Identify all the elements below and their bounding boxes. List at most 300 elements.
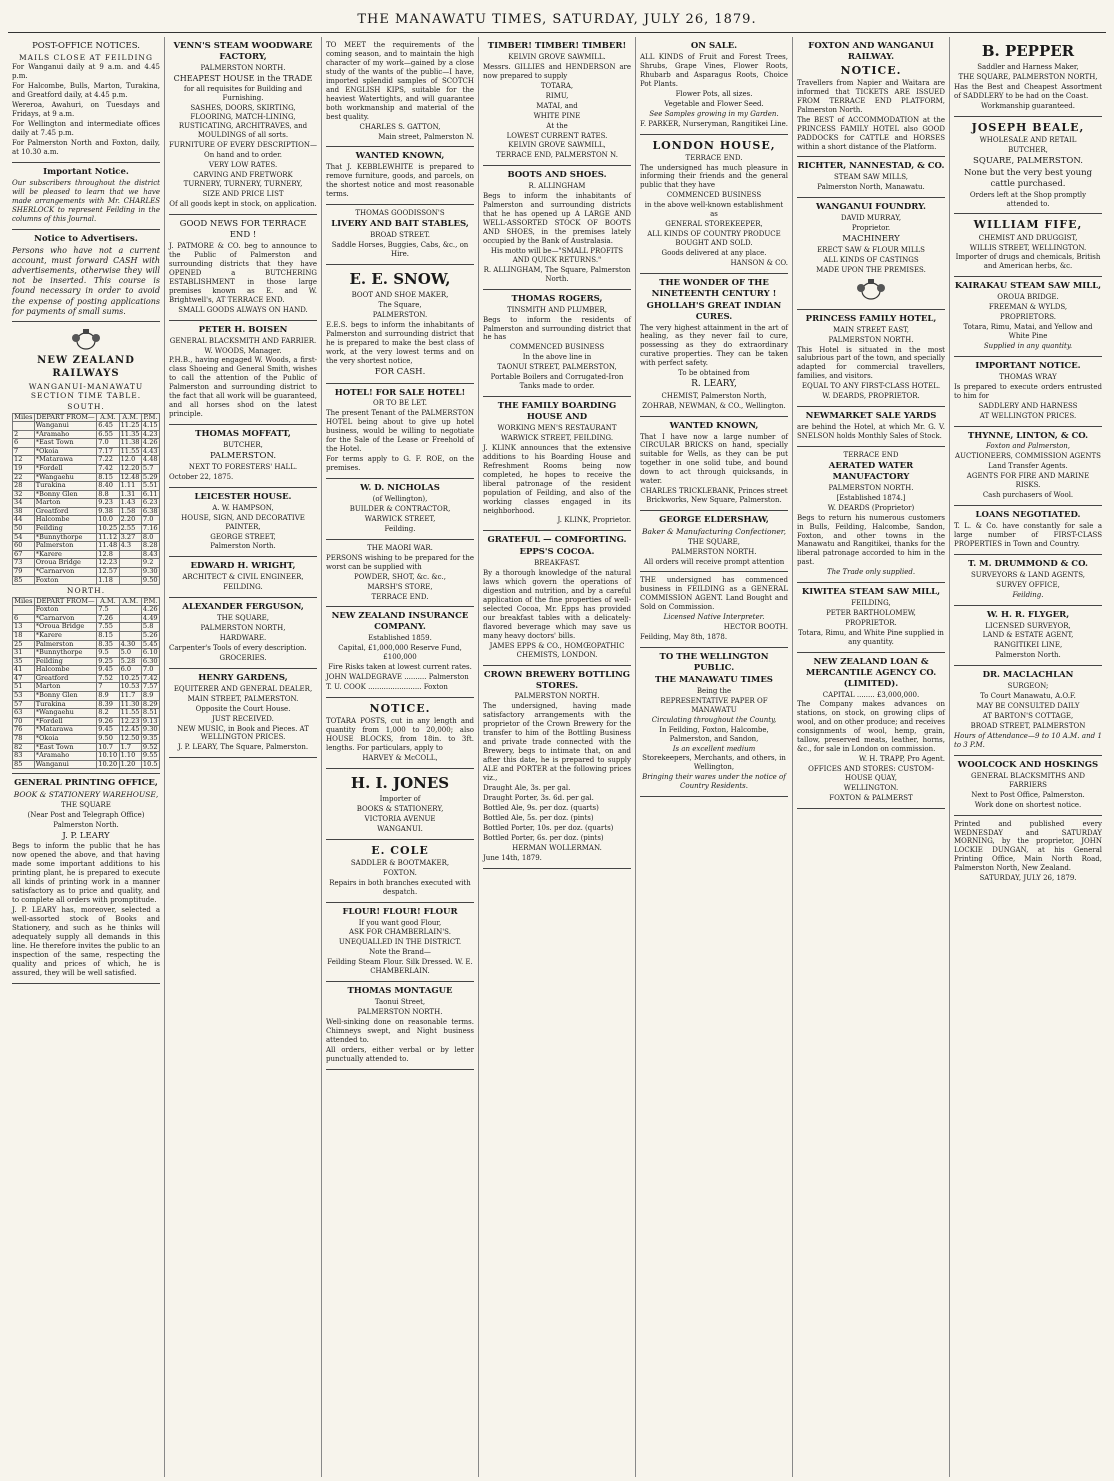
foundry-line: ALL KINDS OF CASTINGS (823, 255, 919, 264)
table-cell: 6.38 (142, 506, 158, 515)
rogers-sub: TINSMITH AND PLUMBER, (506, 305, 608, 314)
th-am2: A.M. (119, 597, 141, 606)
table-cell: 9.2 (141, 559, 159, 568)
table-cell: 8.15 (97, 632, 119, 641)
flour-title: FLOUR! FLOUR! FLOUR (342, 906, 458, 917)
fife-title: WILLIAM FIFE, (973, 218, 1083, 232)
table-row (13, 490, 160, 499)
wray-title: IMPORTANT NOTICE. (975, 360, 1081, 371)
railway-timetable (12, 322, 160, 774)
table-cell: *Karere (34, 632, 97, 641)
wonder-line: CHEMIST, Palmerston North, (661, 391, 767, 400)
boarding-house-ad (483, 397, 631, 531)
table-cell: *East Town (34, 439, 97, 448)
nicholas-line: Feilding. (384, 524, 416, 533)
foxton-body: Travellers from Napier and Waitara are informed that TICKETS ARE ISSUED FROM TERRACE END PLATFORM, Palmerston North. (797, 78, 945, 114)
london-line: Goods delivered at any place. (661, 249, 767, 258)
table-row (13, 743, 160, 752)
table-cell (119, 606, 141, 615)
table-cell: Feilding (34, 657, 97, 666)
jones-ad (326, 769, 474, 840)
table-cell: 8.8 (97, 490, 119, 499)
livery-loc: BROAD STREET. (370, 231, 430, 239)
post-line: Wereroa, Awahuri, on Tuesdays and Fridays, at 9 a.m. (12, 101, 160, 119)
table-cell: 9.25 (97, 657, 119, 666)
venn-line: On hand and to order. (204, 150, 282, 159)
table-cell: 11.25 (120, 421, 140, 430)
imprint-date: SATURDAY, JULY 26, 1879. (979, 874, 1077, 883)
table-cell: 67 (13, 550, 35, 559)
kairakau-ad (954, 277, 1102, 357)
maori-body: PERSONS wishing to be prepared for the worst can be supplied with (326, 553, 474, 571)
maori-title: THE MAORI WAR. (367, 543, 433, 552)
table-cell: 13 (13, 623, 35, 632)
table-cell: *Matarawa (34, 456, 97, 465)
princess-body: This Hotel is situated in the most salubrious part of the town, and specially adapted for commercial travellers, families, and visitors. (797, 345, 945, 381)
booth-body: THE undersigned has commenced business in FEILDING as a GENERAL COMMISSION AGENT. Land Bought and Sold on Commission. (640, 576, 788, 612)
loan-title: NEW ZEALAND LOAN & MERCANTILE AGENCY CO. (LIMITED). (805, 656, 937, 689)
london-loc: TERRACE END. (685, 153, 743, 162)
table-cell: *Okoia (34, 734, 97, 743)
news-title: GOOD NEWS FOR TERRACE END ! (179, 219, 307, 241)
woolcock-ad (954, 756, 1102, 816)
loans-ad (954, 506, 1102, 555)
table-cell (119, 559, 141, 568)
table-row (13, 447, 160, 456)
drummond-line: SURVEY OFFICE, (996, 580, 1060, 589)
wray-name: THOMAS WRAY (999, 372, 1057, 381)
table-cell: *Wangaehu (34, 709, 97, 718)
th-pm: P.M. (141, 597, 159, 606)
thynne-line: AUCTIONEERS, COMMISSION AGENTS (955, 452, 1101, 461)
meet-body: TO MEET the requirements of the coming season, and to maintain the high character of my work—gained by a close study of the wants of the public—I have, imported splendid samples of SCOTCH and ENGLISH KIPS, suitable for the heaviest Watertights, and will guarantee both workmanship and material of the best quality. (326, 41, 474, 121)
crown-body: The undersigned, having made satisfactory arrangements with the proprietor of the Crown Brewery for the transfer to him of the Bottling Business and private trade connected with the Brewery, begs to intimate that, on and after this date, he is prepared to supply ALE and PORTER at the following prices viz., (483, 702, 631, 782)
table-cell: 8.15 (97, 473, 119, 482)
mac-line: MAY BE CONSULTED DAILY (976, 702, 1080, 711)
public-title: TO THE WELLINGTON PUBLIC. (659, 652, 769, 674)
ees-cash: FOR CASH. (374, 366, 426, 377)
table-cell (119, 576, 141, 585)
wanted2-title: WANTED KNOWN, (669, 420, 759, 431)
ferguson-line: GROCERIES. (219, 653, 267, 662)
boisen-mgr: W. WOODS, Manager. (204, 346, 282, 355)
table-cell: *Fordell (34, 465, 97, 474)
mac-line: SURGEON; (1007, 682, 1049, 691)
kairakau-line: Totara, Rimu, Matai, and Yellow and White Pine (963, 323, 1093, 341)
post-line: For Wellington and intermediate offices daily at 7.45 p.m. (12, 120, 160, 138)
beale-line: None but the very best young cattle purchased. (963, 167, 1093, 189)
beale-ad (954, 117, 1102, 215)
table-cell: 1.43 (119, 499, 141, 508)
maori-war-ad (326, 540, 474, 608)
table-cell: Halcombe (34, 516, 97, 525)
table-cell: 8.35 (97, 640, 119, 649)
crown-price: Bottled Porter, 6s. per doz. (pints) (483, 833, 604, 842)
princess-line: W. DEARDS, PROPRIETOR. (822, 392, 920, 401)
imprint-body: Printed and published every WEDNESDAY and SATURDAY MORNING, by the proprietor, JOHN LOCKIE DUNGAN, at his General Printing Office, Main North Road, Palmerston North, New Zealand. (954, 819, 1102, 873)
advertisers-notice (12, 230, 160, 323)
table-cell: 10.7 (97, 743, 119, 752)
leary-body: Begs to inform the public that he has now opened the above, and that having made some important additions to his printing plant, he is prepared to execute all kinds of printing work in a manner satisfactory as to price and quality, and to complete all orders with promptitude. (12, 842, 160, 905)
pepper-line: Workmanship guaranteed. (981, 102, 1075, 110)
pepper-body: Has the Best and Cheapest Assortment of SADDLERY to be had on the Coast. (954, 83, 1102, 101)
sale-title: ON SALE. (690, 41, 738, 51)
table-cell: 79 (13, 567, 35, 576)
table-cell: 9.23 (97, 499, 119, 508)
notice-title: NOTICE. (369, 701, 431, 715)
table-cell: 82 (13, 743, 35, 752)
richter-line: STEAM SAW MILLS, (833, 173, 908, 182)
north-table (12, 597, 160, 770)
south-heading: SOUTH. (67, 401, 105, 411)
sale-line: See Samples growing in my Garden. (649, 109, 779, 118)
railway-title: NEW ZEALAND RAILWAYS (37, 355, 135, 379)
moffatt-line: NEXT TO FORESTERS' HALL. (188, 462, 298, 471)
notice-name: HARVEY & McCOLL, (362, 753, 438, 762)
table-cell: 5.0 (119, 649, 141, 658)
table-cell: 5.26 (142, 631, 158, 639)
woolcock-title: WOOLCOCK AND HOSKINGS (957, 759, 1099, 770)
hotel-body: The present Tenant of the PALMERSTON HOTEL being about to give up hotel business, would be willing to negotiate for the Sale of the Lease or Freehold of the Hotel. (326, 409, 474, 454)
booth-line: Licensed Native Interpreter. (663, 613, 765, 622)
goodisson: THOMAS GOODISSON'S (355, 209, 445, 218)
crown-price: Bottled Porter, 10s. per doz. (quarts) (483, 823, 614, 832)
table-cell: 32 (13, 490, 35, 499)
foxton-title: FOXTON AND WANGANUI RAILWAY. (808, 41, 934, 62)
table-row (13, 507, 160, 516)
gardens-line: JUST RECEIVED. (212, 714, 274, 723)
timber-line: TERRACE END, PALMERSTON N. (496, 151, 618, 160)
family-title: THE FAMILY BOARDING HOUSE AND (497, 401, 617, 423)
wanted-title: WANTED KNOWN, (355, 151, 445, 162)
table-cell: 6.55 (97, 430, 119, 439)
snow-ad (326, 265, 474, 384)
meet-loc: Main street, Palmerston N. (378, 132, 474, 141)
table-cell: 7.57 (142, 682, 158, 691)
rogers-title: THOMAS ROGERS, (511, 293, 603, 304)
table-cell: *Fordell (34, 717, 97, 726)
kairakau-line: Supplied in any quantity. (983, 342, 1073, 350)
hotel-terms: For terms apply to G. F. ROE, on the premises. (326, 455, 474, 473)
flyger-line: RANGITIKEI LINE, (993, 641, 1063, 650)
table-cell: *Wangaehu (34, 473, 97, 482)
table-row (13, 606, 160, 615)
th-am2: A.M. (119, 413, 141, 422)
column-4 (479, 37, 636, 1477)
table-cell (119, 550, 141, 559)
table-cell: 22 (13, 473, 35, 482)
table-cell: 8.51 (142, 708, 158, 717)
ferguson-ad (169, 598, 317, 669)
drummond-ad (954, 555, 1102, 606)
london-line: COMMENCED BUSINESS (666, 191, 762, 200)
kairakau-title: KAIRAKAU STEAM SAW MILL, (954, 281, 1102, 292)
gardens-line: MAIN STREET, PALMERSTON. (187, 694, 299, 703)
foundry-line: MADE UPON THE PREMISES. (816, 265, 926, 274)
rogers-line: TAONUI STREET, PALMERSTON, (497, 363, 617, 372)
aerated-body: Begs to return his numerous customers in Bulls, Feilding, Halcombe, Sandon, Foxton, and other towns in the Manawatu and Rangitikei, thanks for the liberal patronage accorded to him in the past. (797, 513, 945, 567)
table-row (13, 542, 160, 551)
family-body: J. KLINK announces that the extensive additions to his Boarding House and Refreshment Rooms being now completed, he hopes to receive the liberal patronage of the resident population of Feilding, and also of the working classes engaged in its neighborhood. (483, 443, 631, 515)
advertisers-title: Notice to Advertisers. (34, 233, 138, 244)
livery-body: Saddle Horses, Buggies, Cabs, &c., on Hire. (331, 240, 469, 258)
kiwitea-line: FEILDING, (851, 599, 891, 608)
wanted-body: That J. KEBBLEWHITE is prepared to remove furniture, goods, and parcels, on the shortest notice and most reasonable terms. (326, 163, 474, 199)
boots-title: BOOTS AND SHOES. (507, 170, 607, 181)
table-cell: 31 (13, 649, 35, 658)
column-7 (950, 37, 1106, 1477)
table-cell: 4.26 (142, 605, 158, 614)
kairakau-line: PROPRIETORS. (999, 313, 1057, 322)
column-6 (793, 37, 950, 1477)
thynne-line: Land Transfer Agents. (988, 462, 1068, 471)
foxton-railway-ad (797, 37, 945, 157)
montague-ad (326, 982, 474, 1070)
north-heading: NORTH. (66, 586, 106, 596)
table-cell: 7.42 (97, 465, 119, 474)
beale-sub: WHOLESALE AND RETAIL (979, 136, 1077, 145)
table-cell: 8.39 (97, 700, 119, 709)
table-cell: 7 (13, 447, 35, 456)
th-miles: Miles (14, 412, 33, 421)
indian-cures-ad (640, 274, 788, 417)
cole-title: E. COLE (371, 843, 429, 857)
table-cell: Wanganui (34, 422, 97, 431)
table-cell: 25 (13, 640, 35, 649)
cole-line: FOXTON. (383, 868, 417, 877)
drummond-line: Feilding. (1012, 590, 1044, 599)
epps-title: GRATEFUL — COMFORTING. (487, 535, 627, 546)
loan-line: WELLINGTON. (843, 784, 899, 793)
crest-icon (12, 327, 160, 353)
table-cell: 85 (13, 760, 35, 769)
crown-price: Bottled Ale, 5s. per doz. (pints) (483, 813, 594, 822)
boots-motto: His motto will be—"SMALL PROFITS AND QUICK RETURNS." (490, 246, 624, 264)
kelvin-grove-ad (483, 37, 631, 166)
column-1 (8, 37, 165, 1477)
column-2 (165, 37, 322, 1477)
ferguson-title: ALEXANDER FERGUSON, (182, 602, 304, 613)
mac-line: AT BARTON'S COTTAGE, (982, 712, 1074, 721)
table-row (13, 614, 160, 623)
table-row (13, 683, 160, 692)
timber-type: TOTARA, (540, 81, 574, 90)
nicholas-sub: (of Wellington), (372, 494, 428, 503)
wray-line: SADDLERY AND HARNESS (978, 401, 1078, 410)
princess-line: MAIN STREET EAST, (832, 325, 909, 334)
post-line: For Halcombe, Bulls, Marton, Turakina, and Greatford daily, at 4.45 p.m. (12, 82, 160, 100)
table-cell: 9.30 (142, 566, 158, 575)
table-cell: 9.52 (142, 742, 158, 751)
wright-loc: FEILDING. (223, 583, 263, 592)
rogers-ad (483, 290, 631, 397)
table-cell: 6.10 (142, 648, 158, 657)
advertisers-body: Persons who have not a current account, must forward CASH with advertisements, otherwise they will not be inserted. This course is found necessary in order to avoid the expense of posting applications for payments of small sums. (12, 245, 160, 316)
loan-line: FOXTON & PALMERST (829, 794, 913, 803)
gpo-title: GENERAL PRINTING OFFICE, (14, 778, 158, 789)
sale-body: ALL KINDS of Fruit and Forest Trees, Shrubs, Grape Vines, Flower Roots, Rhubarb and Asparagus Roots, Choice Pot Plants. (640, 52, 788, 88)
table-cell: Wanganui (34, 760, 97, 769)
montague-line: Well-sinking done on reasonable terms. Chimneys swept, and Night business attended to. (326, 1018, 474, 1044)
south-rows (13, 422, 160, 585)
timber-type: RIMU, (545, 91, 569, 100)
cole-line: SADDLER & BOOTMAKER, (350, 858, 450, 867)
maori-line: POWDER, SHOT, &c. &c., (353, 572, 447, 581)
wonder-sub: GHOLLAH'S GREAT INDIAN CURES. (646, 300, 782, 322)
fife-line: Importer of drugs and chemicals, British and American herbs, &c. (955, 253, 1101, 271)
ferguson-line: PALMERSTON NORTH, (200, 624, 286, 633)
table-cell: 1.11 (119, 482, 141, 491)
post-line: For Wanganui daily at 9 a.m. and 4.45 p.m. (12, 63, 160, 81)
flour-line: ASK FOR CHAMBERLAIN'S. (349, 928, 451, 937)
public-line: In Feilding, Foxton, Halcombe, Palmerston, and Sandon, (659, 725, 769, 743)
table-row (13, 649, 160, 658)
montague-line: Taonui Street, (374, 998, 426, 1007)
post-line: For Palmerston North and Foxton, daily, at 10.30 a.m. (12, 139, 160, 157)
public-line: Being the (696, 686, 732, 695)
columns (8, 37, 1106, 1477)
wright-sub: ARCHITECT & CIVIL ENGINEER, (182, 573, 304, 582)
table-cell: 85 (13, 576, 35, 585)
leicester-line: HOUSE, SIGN, AND DECORATIVE PAINTER, (181, 513, 305, 531)
table-cell: *Karere (34, 550, 97, 559)
kairakau-line: FREEMAN & WYLDS, (988, 303, 1068, 312)
table-row (13, 692, 160, 701)
booth-sign: HECTOR BOOTH. (723, 623, 788, 632)
table-cell: 4.30 (119, 640, 141, 649)
gatton-ad (326, 37, 474, 147)
gardens-sub: EQUITERER AND GENERAL DEALER, (173, 684, 313, 693)
richter-title: RICHTER, NANNESTAD, & CO. (797, 161, 945, 172)
maclachlan-ad (954, 666, 1102, 756)
table-cell: 11.48 (98, 541, 118, 550)
tricklebank-ad (640, 417, 788, 512)
public-line: THE MANAWATU TIMES (655, 674, 773, 685)
table-cell: 1.7 (119, 743, 141, 752)
ees-title: E. E. SNOW, (349, 269, 451, 288)
table-cell: 12.23 (98, 558, 118, 567)
crown-date: June 14th, 1879. (483, 853, 542, 862)
table-cell: 10.10 (98, 751, 118, 760)
nicholas-title: W. D. NICHOLAS (360, 483, 440, 494)
aerated-line: [Established 1874.] (836, 493, 906, 502)
livery-title: LIVERY AND BAIT STABLES, (331, 219, 469, 230)
richter-ad (797, 157, 945, 198)
epps-cocoa-ad (483, 531, 631, 665)
table-cell: 11.55 (120, 446, 140, 455)
flour-line: Feilding Steam Flour. Silk Dressed. W. E. CHAMBERLAIN. (327, 958, 473, 976)
terrace-end-news (169, 215, 317, 320)
table-row (13, 567, 160, 576)
meet-name: CHARLES S. GATTON, (359, 122, 441, 131)
table-cell: 9.35 (142, 733, 158, 742)
table-cell: 4.3 (119, 542, 141, 551)
public-line: Is an excellent medium (672, 744, 756, 753)
table-cell: 3.27 (119, 533, 141, 542)
loan-agency-ad (797, 653, 945, 809)
timber-line: KELVIN GROVE SAWMILL, (508, 141, 606, 150)
foundry-name: DAVID MURRAY, (840, 214, 902, 223)
gardens-title: HENRY GARDENS, (198, 672, 288, 683)
table-cell: 4.49 (142, 613, 158, 622)
table-row (13, 465, 160, 474)
table-cell: 2.20 (119, 516, 141, 525)
foundry-ad (797, 198, 945, 310)
beale-title: JOSEPH BEALE, (971, 120, 1085, 134)
pepper-sub: Saddler and Harness Maker, (977, 63, 1079, 72)
table-cell: 11.55 (120, 708, 140, 717)
table-cell (119, 614, 141, 623)
table-row (13, 576, 160, 585)
table-cell: 4.43 (142, 446, 158, 455)
table-cell: 5.45 (142, 639, 158, 648)
table-cell: 35 (13, 657, 35, 666)
wonder-line: R. LEARY, (691, 379, 737, 390)
table-cell: 8.28 (142, 541, 158, 550)
pepper-ad (954, 37, 1102, 117)
table-cell: 4.23 (142, 429, 158, 438)
pepper-line: THE SQUARE, PALMERSTON NORTH, (958, 73, 1098, 82)
gpo-line: (Near Post and Telegraph Office) (27, 810, 145, 819)
loan-sign: W. H. TRAPP, Pro Agent. (858, 755, 945, 764)
princess-line: EQUAL TO ANY FIRST-CLASS HOTEL. (801, 382, 941, 391)
rogers-line: Portable Boilers and Corrugated-Iron Tanks made to order. (490, 373, 624, 391)
table-cell: 4.48 (142, 455, 158, 464)
wray-ad (954, 357, 1102, 427)
table-cell: Turakina (34, 482, 97, 491)
table-cell: 83 (13, 752, 35, 761)
mac-line: BROAD STREET, PALMERSTON (970, 722, 1086, 731)
flour-line: UNEQUALLED IN THE DISTRICT. (338, 938, 462, 947)
railway-sub: WANGANUI-MANAWATU SECTION TIME TABLE. (28, 381, 144, 401)
moffatt-sub: BUTCHER, (223, 441, 263, 450)
post-title: POST-OFFICE NOTICES. (32, 41, 140, 51)
sale-line: Vegetable and Flower Seed. (664, 99, 764, 108)
imprint (954, 816, 1102, 889)
table-cell: 7.5 (97, 606, 119, 615)
table-cell: *Matarawa (34, 726, 97, 735)
crown-price: Bottled Ale, 9s. per doz. (quarts) (483, 803, 599, 812)
foundry-line: MACHINERY (842, 234, 900, 245)
table-cell: Palmerston (34, 640, 97, 649)
cole-line: Repairs in both branches executed with despatch. (329, 878, 471, 896)
table-cell: *Carnarvon (34, 614, 97, 623)
north-rows (13, 606, 160, 769)
table-cell: 12.0 (119, 456, 141, 465)
table-cell: 7.17 (97, 447, 119, 456)
rogers-line: COMMENCED BUSINESS (509, 343, 605, 352)
table-cell: 12.57 (98, 566, 118, 575)
table-cell: 12.8 (97, 550, 119, 559)
table-cell: 8.29 (142, 699, 158, 708)
table-cell: 12 (13, 456, 35, 465)
table-cell: 10.25 (98, 524, 118, 533)
montague-title: THOMAS MONTAGUE (347, 986, 453, 997)
mac-line: Hours of Attendance—9 to 10 A.M. and 1 to 3 P.M. (954, 731, 1102, 749)
column-5 (636, 37, 793, 1477)
venn-line: SASHES, DOORS, SKIRTING, FLOORING, MATCH-LINING, RUSTICATING, ARCHITRAVES, and MOULDINGS of all sorts. (178, 103, 308, 139)
table-cell: 1.18 (97, 576, 119, 585)
table-cell: 10.0 (97, 516, 119, 525)
insurance-ad (326, 607, 474, 697)
crown-brewery-ad (483, 666, 631, 869)
table-cell: 9.50 (142, 575, 158, 584)
table-cell: 7.0 (141, 666, 159, 675)
fife-line: WILLIS STREET, WELLINGTON. (969, 243, 1087, 252)
table-row (13, 623, 160, 632)
table-cell: 9.26 (97, 717, 119, 726)
gpo-line: THE SQUARE (61, 800, 111, 809)
